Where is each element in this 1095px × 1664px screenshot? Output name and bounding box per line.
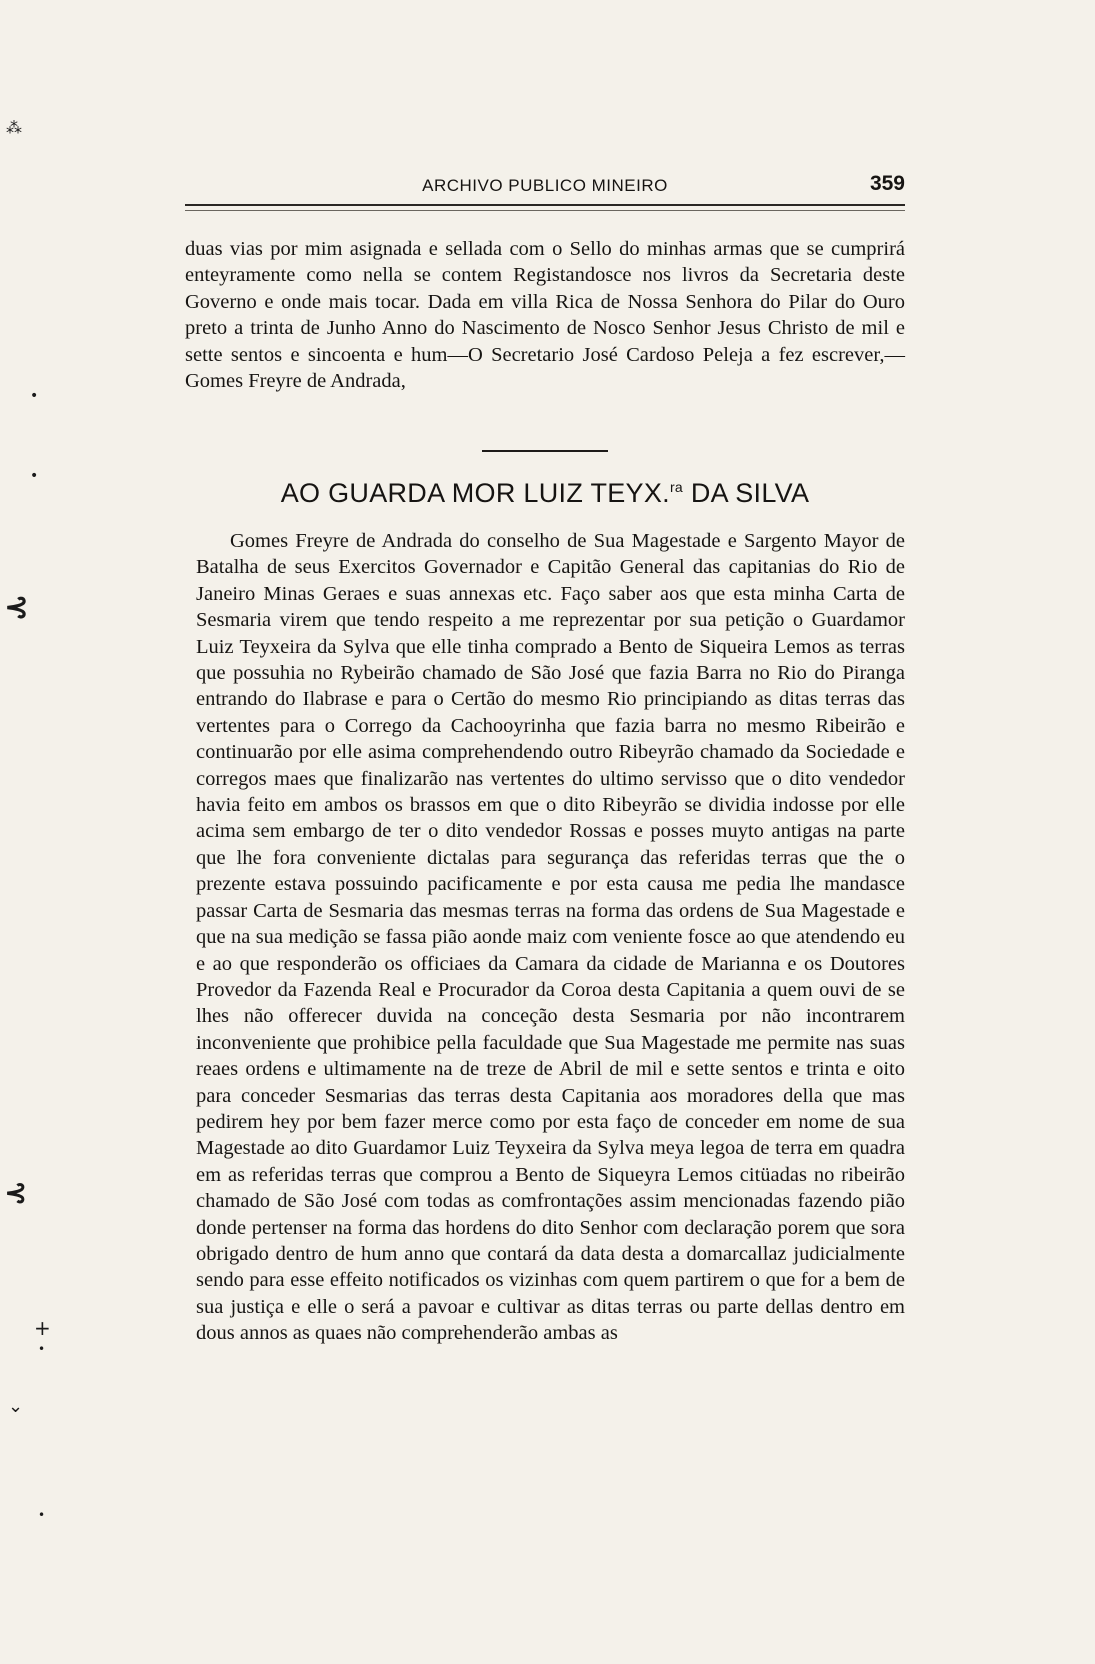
margin-mark: • [38,1342,46,1356]
running-title: ARCHIVO PUBLICO MINEIRO [422,176,668,195]
section-title [185,478,905,509]
section-title-main: AO GUARDA MOR LUIZ TEYX. [280,478,670,508]
section-divider [482,450,608,452]
margin-mark: + [34,1316,51,1340]
margin-mark: • [38,1508,46,1522]
page-number: 359 [869,172,905,195]
margin-mark: ⊰ [4,590,30,625]
section-title-superscript: ra [669,479,684,495]
margin-mark: • [30,468,39,484]
continuation-paragraph: duas vias por mim asignada e sellada com o Sello do minhas armas que se cumprirá enteyramente como nella se contem Registandosce nos livros da Secretaria deste Governo e onde mais tocar. Dada em villa Rica de Nossa Senhora do Pilar do Ouro preto a trinta de Junho Anno do Nascimento de Nosco Senhor Jesus Christo de mil e sette sentos e sincoenta e hum—O Secretario José Cardoso Peleja a fez escrever,—Gomes Freyre de Andrada, [185,238,905,393]
margin-mark: ⁂ [6,118,22,137]
section-body [196,528,905,1347]
margin-mark: ⊰ [4,1176,28,1209]
section-paragraph: Gomes Freyre de Andrada do conselho de Sua Magestade e Sargento Mayor de Batalha de seus Exercitos Governador e Capitão General das capitanias do Rio de Janeiro Minas Geraes e suas annexas etc. Faço saber aos que esta minha Carta de Sesmaria virem que tendo respeito a me reprezentar por sua petição o Guardamor Luiz Teyxeira da Sylva que elle tinha comprado a Bento de Siqueira Lemos as terras que possuhia no Rybeirão chamado de São José que fazia Barra no Rio do Piranga entrando do Ilabrase e para o Certão do mesmo Rio principiando as ditas terras das vertentes para o Corrego da Cachooyrinha que fazia barra no mesmo Ribeirão e continuarão por elle asima comprehendendo outro Ribeyrão chamado da Sociedade e corregos maes que finalizarão nas vertentes do ultimo servisso que o dito vendedor havia feito em ambos os brassos em que o dito Ribeyrão se dividia indosse por elle acima sem embargo de ter o dito vendedor Rossas e posses muyto antigas na parte que lhe fora conveniente dictalas para segurança das referidas terras que the o prezente estava possuindo pacificamente e por esta causa me pedia lhe mandasce passar Carta de Sesmaria das mesmas terras na forma das ordens de Sua Magestade e que na sua medição se fassa pião aonde maiz com veniente fosce ao que atendendo eu e ao que responderão os officiaes da Camara da cidade de Marianna e os Doutores Provedor da Fazenda Real e Procurador da Coroa desta Capitania a quem ouvi de se lhes não offerecer duvida na conceção desta Sesmaria por não incontrarem inconveniente que prohibice pella faculdade que Sua Magestade me permite nas suas reaes ordens e ultimamente na de treze de Abril de mil e sette sentos e trinta e oito para conceder Sesmarias das terras desta Capitania aos moradores della que mas pedirem hey por bem fazer merce como por esta faço de conceder em nome de sua Magestade ao dito Guardamor Luiz Teyxeira da Sylva meya legoa de terra em quadra em as referidas terras que comprou a Bento de Siqueyra Lemos citüadas no ribeirão chamado de São José com todas as comfrontações assim mencionadas fazendo pião donde pertenser na forma das hordens do dito Senhor com declaração porem que sora obrigado dentro de hum anno que contará da data desta a domarcallaz judicialmente sendo para esse effeito notificados os vizinhas com quem partirem o que for a bem de sua justiça e elle o será a pavoar e cultivar as ditas terras ou parte dellas dentro em dous annos as quaes não comprehenderão ambas as [196,530,905,1345]
section-title-end: DA SILVA [683,478,810,508]
margin-mark: ⌄ [8,1396,24,1417]
page-header [185,172,905,202]
header-rule [185,204,905,211]
margin-mark: • [30,388,39,404]
